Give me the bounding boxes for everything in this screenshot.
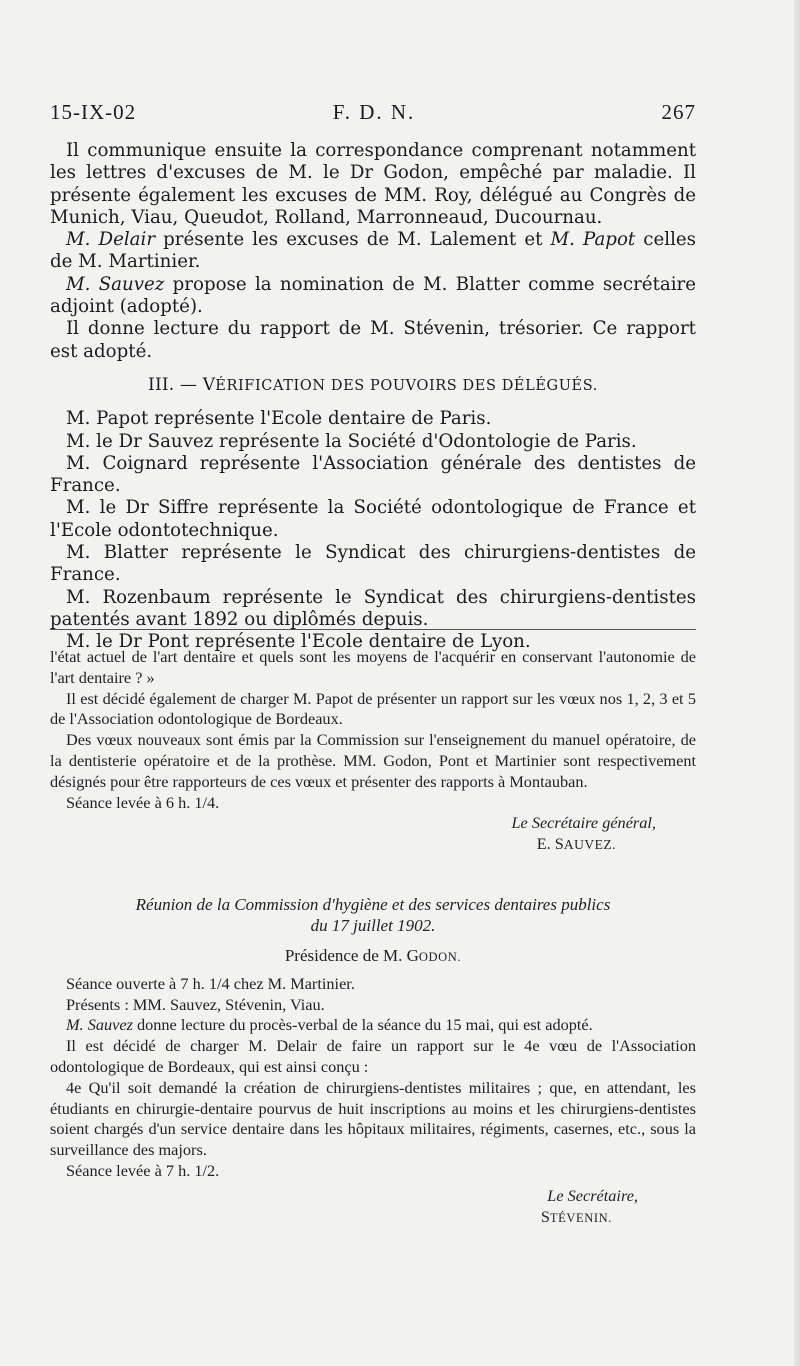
list-item: M. Papot représente l'Ecole dentaire de Paris. [66,408,492,430]
page-edge [794,0,800,1366]
running-header [50,100,696,130]
page-number: 267 [661,100,696,124]
paragraph-excuses: M. Delair présente les excuses de M. Lalement et M. Papot celles de M. Martinier. [50,229,696,273]
paragraph-correspondance: Il communique ensuite la correspondance comprenant notamment les lettres d'excuses de M. le Dr Godon, empêché par maladie. Il présente également les excuses de MM. Roy, délégué au Congrès de Munich, Viau, Queudot, Rolland, Marronneaud, Ducournau. [50,140,696,228]
paragraph-ouverture: Séance ouverte à 7 h. 1/4 chez M. Martinier. [66,973,355,993]
paragraph-voeu-4: 4e Qu'il soit demandé la création de chirurgiens-dentistes militaires ; que, en attendant, les étudiants en chirurgie-dentaire pourvus de huit inscriptions au moins et les chirurgiens-dentistes soient chargés d'un service dentaire dans les hôpitaux militaires, régiments, casernes, etc., sous la surveillance des majors. [50,1077,696,1160]
person-name: M. Sauvez [66,1015,133,1035]
section-divider [50,629,696,630]
meeting-title: Réunion de la Commission d'hygiène et des services dentaires publics du 17 juillet 1902. [135,894,611,935]
person-name: M. Delair [66,229,156,251]
paragraph-nomination: M. Sauvez propose la nomination de M. Blatter comme secrétaire adjoint (adopté). [50,273,696,318]
section-heading: III. — VÉRIFICATION DES POUVOIRS DES DÉLÉGUÉS. [148,374,598,395]
paragraph-seance-levee-2: Séance levée à 7 h. 1/2. [66,1160,220,1180]
list-item: M. le Dr Siffre représente la Société odontologique de France et l'Ecole odontotechnique. [50,497,696,541]
header-title: F. D. N. [332,100,416,124]
paragraph-presents: Présents : MM. Sauvez, Stévenin, Viau. [66,994,325,1014]
person-name: M. Papot [550,229,636,251]
paragraph-delair: Il est décidé de charger M. Delair de faire un rapport sur le 4e vœu de l'Association odontologique de Bordeaux, qui est ainsi conçu : [50,1036,696,1076]
person-name: M. Sauvez [66,273,165,295]
signature-name-2: STÉVENIN. [540,1206,612,1226]
list-item: M. Coignard représente l'Association générale des dentistes de France. [50,452,696,497]
signature-name: E. SAUVEZ. [536,834,616,854]
paragraph-seance-levee: Séance levée à 6 h. 1/4. [66,792,220,812]
signature-title: Le Secrétaire général, [511,813,656,833]
list-item: M. le Dr Pont représente l'Ecole dentaire de Lyon. [66,631,531,653]
list-item: M. Blatter représente le Syndicat des chirurgiens-dentistes de France. [50,542,696,586]
header-date: 15-IX-02 [50,100,137,124]
paragraph-rapport: Il donne lecture du rapport de M. Stévenin, trésorier. Ce rapport est adopté. [50,318,696,362]
list-item: M. le Dr Sauvez représente la Société d'Odontologie de Paris. [66,430,637,452]
paragraph-papot: Il est décidé également de charger M. Papot de présenter un rapport sur les vœux nos 1, 2, 3 et 5 de l'Association odontologique de Bordeaux. [50,688,696,729]
paragraph-continuation: l'état actuel de l'art dentaire et quels sont les moyens de l'acquérir en conservant l'autonomie de l'art dentaire ? » [50,647,696,687]
paragraph-proces-verbal: M. Sauvez donne lecture du procès-verbal de la séance du 15 mai, qui est adopté. [66,1015,593,1035]
delegates-list [50,408,696,653]
lower-text [50,647,696,1228]
main-text [50,140,696,654]
presidence-line: Présidence de M. GODON. [284,945,462,965]
signature-title-2: Le Secrétaire, [547,1185,638,1205]
list-item: M. Rozenbaum représente le Syndicat des chirurgiens-dentistes patentés avant 1892 ou diplômés depuis. [50,586,696,630]
paragraph-voeux: Des vœux nouveaux sont émis par la Commission sur l'enseignement du manuel opératoire, de la dentisterie opératoire et de la prothèse. MM. Godon, Pont et Martinier sont respectivement désignés pour être rapporteurs de ces vœux et présenter des rapports à Montauban. [50,730,696,791]
